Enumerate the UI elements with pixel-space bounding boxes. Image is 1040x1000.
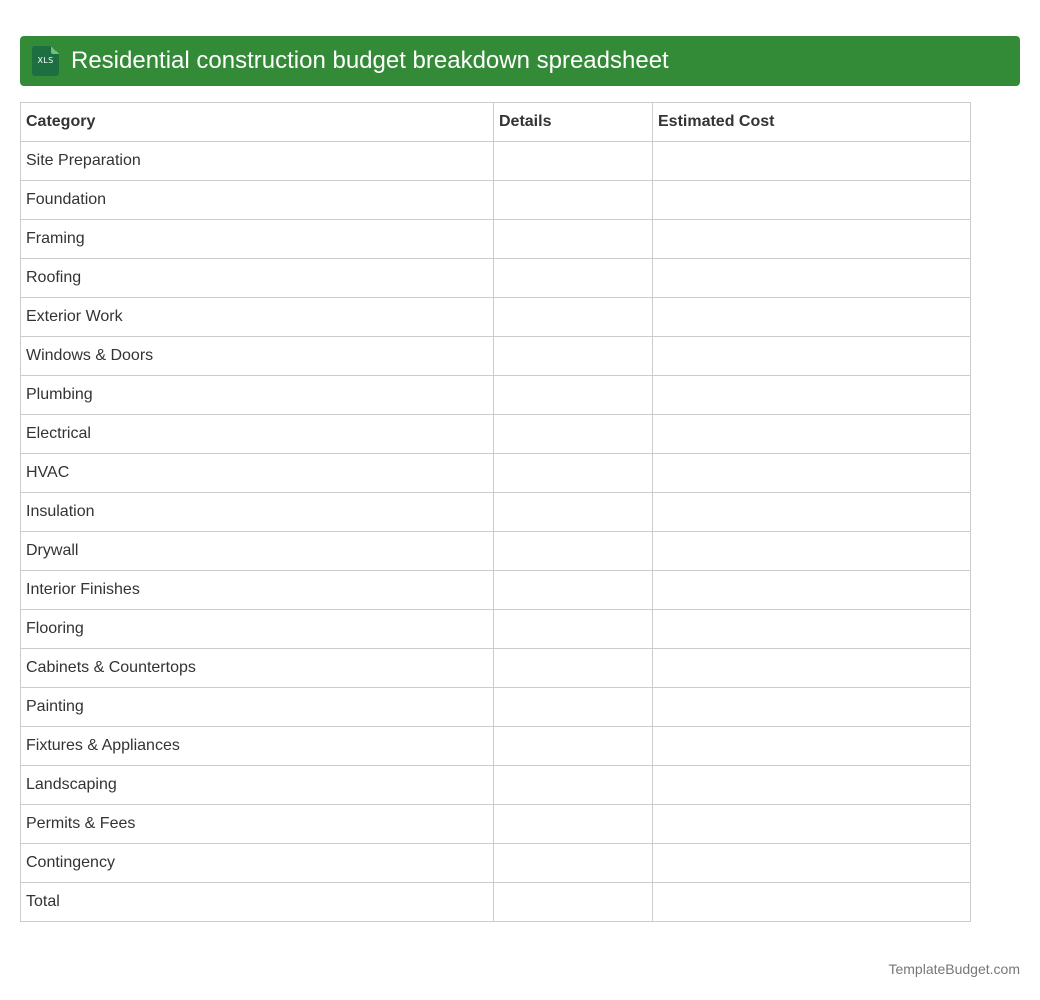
xls-file-icon [32,46,59,76]
category-cell: Foundation [21,181,494,220]
estimated-cost-cell[interactable] [653,493,971,532]
estimated-cost-cell[interactable] [653,844,971,883]
category-cell: Plumbing [21,376,494,415]
table-row [21,649,971,688]
details-cell[interactable] [494,415,653,454]
category-cell: Flooring [21,610,494,649]
details-cell[interactable] [494,298,653,337]
category-cell: Roofing [21,259,494,298]
table-row [21,415,971,454]
table-row [21,220,971,259]
footer-brand[interactable]: TemplateBudget.com [888,961,1020,977]
details-cell[interactable] [494,688,653,727]
details-cell[interactable] [494,376,653,415]
category-cell: Site Preparation [21,142,494,181]
details-cell[interactable] [494,766,653,805]
table-row [21,805,971,844]
details-cell[interactable] [494,454,653,493]
table-row [21,532,971,571]
estimated-cost-cell[interactable] [653,766,971,805]
category-cell: Total [21,883,494,922]
category-cell: Permits & Fees [21,805,494,844]
details-cell[interactable] [494,142,653,181]
column-header-estimated-cost: Estimated Cost [653,103,971,142]
category-cell: Interior Finishes [21,571,494,610]
details-cell[interactable] [494,220,653,259]
estimated-cost-cell[interactable] [653,259,971,298]
estimated-cost-cell[interactable] [653,142,971,181]
estimated-cost-cell[interactable] [653,298,971,337]
estimated-cost-cell[interactable] [653,376,971,415]
details-cell[interactable] [494,181,653,220]
estimated-cost-cell[interactable] [653,883,971,922]
estimated-cost-cell[interactable] [653,181,971,220]
details-cell[interactable] [494,610,653,649]
column-header-category: Category [21,103,494,142]
details-cell[interactable] [494,532,653,571]
details-cell[interactable] [494,259,653,298]
category-cell: Electrical [21,415,494,454]
table-row [21,142,971,181]
details-cell[interactable] [494,727,653,766]
estimated-cost-cell[interactable] [653,220,971,259]
estimated-cost-cell[interactable] [653,727,971,766]
details-cell[interactable] [494,493,653,532]
category-cell: Windows & Doors [21,337,494,376]
table-row [21,766,971,805]
category-cell: HVAC [21,454,494,493]
table-row [21,571,971,610]
title-banner [20,36,1020,86]
xls-icon-label: XLS [37,56,54,65]
table-row [21,688,971,727]
table-row [21,727,971,766]
table-row [21,337,971,376]
details-cell[interactable] [494,337,653,376]
category-cell: Cabinets & Countertops [21,649,494,688]
table-row [21,298,971,337]
estimated-cost-cell[interactable] [653,415,971,454]
details-cell[interactable] [494,844,653,883]
table-row [21,883,971,922]
estimated-cost-cell[interactable] [653,805,971,844]
table-body [21,142,971,922]
table-row [21,181,971,220]
table-row [21,610,971,649]
table-header-row [21,103,971,142]
category-cell: Drywall [21,532,494,571]
table-row [21,844,971,883]
category-cell: Contingency [21,844,494,883]
category-cell: Insulation [21,493,494,532]
estimated-cost-cell[interactable] [653,649,971,688]
page-title: Residential construction budget breakdown spreadsheet [71,47,669,74]
budget-table [20,102,971,922]
estimated-cost-cell[interactable] [653,532,971,571]
table-row [21,454,971,493]
estimated-cost-cell[interactable] [653,454,971,493]
estimated-cost-cell[interactable] [653,571,971,610]
estimated-cost-cell[interactable] [653,610,971,649]
details-cell[interactable] [494,883,653,922]
table-row [21,259,971,298]
category-cell: Fixtures & Appliances [21,727,494,766]
column-header-details: Details [494,103,653,142]
table-row [21,376,971,415]
details-cell[interactable] [494,571,653,610]
estimated-cost-cell[interactable] [653,337,971,376]
category-cell: Exterior Work [21,298,494,337]
details-cell[interactable] [494,805,653,844]
category-cell: Landscaping [21,766,494,805]
details-cell[interactable] [494,649,653,688]
category-cell: Framing [21,220,494,259]
estimated-cost-cell[interactable] [653,688,971,727]
table-row [21,493,971,532]
category-cell: Painting [21,688,494,727]
